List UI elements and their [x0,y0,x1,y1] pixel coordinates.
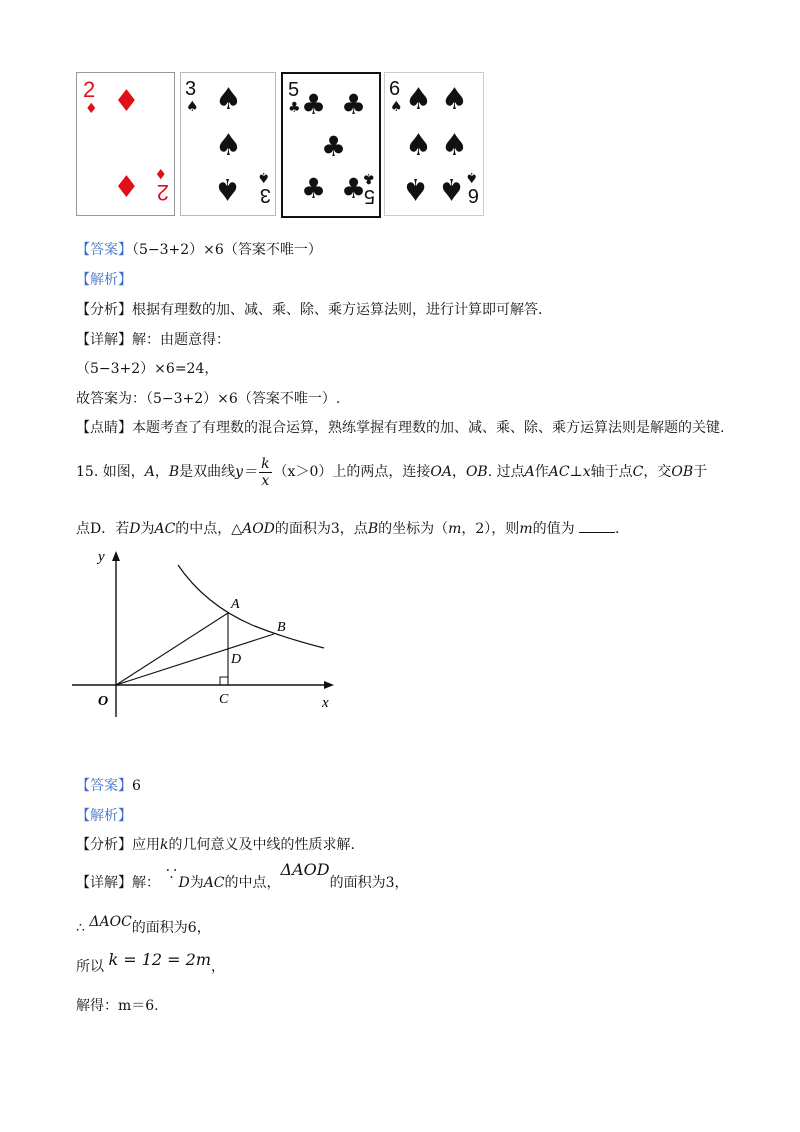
point-d: D [129,521,141,537]
card-suit-small: ♠ [390,99,403,115]
q15-text: 的中点，△ [175,521,243,537]
q15-text: ，交 [643,464,672,480]
card-6-spades [384,72,484,216]
card-rank: 3 [259,184,271,206]
q15-text: 的值为 [532,521,575,537]
answer-blank [579,518,615,533]
q15-text: 于 [693,464,708,480]
card-3-spades [180,72,276,216]
label-b: B [277,620,286,635]
detail-text: ， [211,959,226,975]
detail-text: 的面积为6， [131,920,211,936]
card-rank: 5 [288,79,300,101]
q15-text: 的坐标为（ [378,521,449,537]
segment-oa: OA [430,464,452,480]
card-rank: 2 [156,180,169,205]
fenxi-tag: 【分析】 [76,837,132,853]
q15-text: 作 [534,464,549,480]
perpendicular-ac-x: AC⊥x [548,464,591,480]
point-a: A [144,464,155,480]
card-suit-small: ♦ [85,101,98,117]
club-icon: ♣ [341,88,367,121]
diamond-icon: ♦ [113,170,140,205]
answer-tag: 【答案】 [76,242,132,258]
detail-text: 解： [132,875,160,891]
q14-conclusion [76,389,340,409]
answer-text: 6 [132,778,141,794]
q15-answer [76,776,141,796]
club-icon: ♣ [301,88,327,121]
detail-text: 的面积为3， [329,875,409,891]
label-d: D [231,652,242,667]
triangle-aod: AOD [242,521,275,537]
card-5-clubs [281,72,381,218]
q14-detail [76,330,230,350]
fraction-numerator: k [261,455,270,472]
spade-icon: ♠ [441,128,468,163]
q14-comment [76,418,724,438]
segment-ob: OB [671,464,694,480]
answer-text: （5−3+2）×6（答案不唯一） [132,242,322,258]
detail-text: 解：由题意得： [132,332,230,348]
analysis-tag: 【解析】 [76,808,132,824]
q15-final [76,996,159,1016]
geometry-figure [60,545,350,720]
y-axis-arrow-icon [112,551,120,561]
fraction-k-over-x [259,456,271,489]
spade-icon: ♠ [402,171,429,206]
q15-text: 为 [140,521,155,537]
q15-fenxi [76,835,355,855]
spade-icon: ♠ [441,82,468,117]
final-text: 解得：m＝6. [76,998,159,1014]
segment-ac: AC [203,875,225,891]
q15-text: ， [154,464,169,480]
card-rank: 6 [467,184,479,206]
spade-icon: ♠ [215,82,242,117]
right-angle-mark [220,677,228,685]
q15-text: . 过点 [487,464,525,480]
card-rank: 2 [83,77,96,102]
because-symbol: ∵ [164,867,179,883]
q14-answer [76,240,322,260]
comment-tag: 【点睛】 [76,420,132,436]
therefore-symbol: ∴ [76,920,85,936]
conclusion-text: 故答案为：（5−3+2）×6（答案不唯一）. [76,391,341,407]
club-icon: ♣ [301,172,327,205]
q15-text: 是双曲线 [179,464,236,480]
q15-text: 如图， [102,464,145,480]
label-c: C [219,692,229,707]
card-suit-small: ♣ [362,170,375,186]
variable-m: m [448,521,462,537]
q14-fenxi [76,300,542,320]
detail-tag: 【详解】 [76,875,132,891]
equation-k: k = 12 = 2m [108,950,212,969]
x-axis-arrow-icon [324,681,334,689]
spade-icon: ♠ [215,128,242,163]
q15-text: ，2），则 [461,521,520,537]
answer-tag: 【答案】 [76,778,132,794]
fenxi-text: 应用 [132,837,160,853]
segment-ac: AC [154,521,176,537]
q15-text: . [615,521,620,537]
detail-text: 所以 [76,959,104,975]
q15-text: 轴于点 [590,464,633,480]
triangle-aoc: ΔAOC [89,914,132,930]
q15-text: 的面积为3，点 [274,521,368,537]
spade-icon: ♠ [405,82,432,117]
card-rank: 6 [389,78,401,100]
club-icon: ♣ [341,172,367,205]
q14-analysis [76,270,132,290]
diamond-icon: ♦ [113,84,140,119]
q15-analysis [76,806,132,826]
card-suit-small: ♦ [154,165,167,181]
q15-aoc [76,914,211,938]
card-suit-small: ♠ [186,99,199,115]
q15-text: 上的两点，连接 [332,464,431,480]
detail-text: 为 [189,875,204,891]
fraction-denominator: x [261,472,270,489]
spade-icon: ♠ [438,171,465,206]
q14-calc [76,359,218,379]
fenxi-text: 根据有理数的加、减、乘、除、乘方运算法则，进行计算即可解答. [132,302,543,318]
comment-text: 本题考查了有理数的混合运算，熟练掌握有理数的加、减、乘、除、乘方运算法则是解题的关键. [132,420,725,436]
spade-icon: ♠ [214,171,241,206]
q15-line1 [76,452,707,492]
spade-icon: ♠ [405,128,432,163]
q15-number: 15. [76,464,99,480]
q15-equation [76,950,226,975]
point-a: A [524,464,535,480]
label-a: A [231,597,240,612]
variable-k: k [160,837,169,853]
card-suit-small: ♣ [288,100,301,116]
analysis-tag: 【解析】 [76,272,132,288]
q15-detail [76,860,409,893]
figure-svg [60,545,350,720]
card-suit-small: ♠ [257,169,270,185]
segment-oa-line [116,613,228,685]
card-suit-small: ♠ [465,169,478,185]
card-2-diamonds [76,72,175,216]
point-c: C [632,464,644,480]
point-d: D [178,875,190,891]
fenxi-text: 的几何意义及中线的性质求解. [168,837,355,853]
detail-tag: 【详解】 [76,332,132,348]
club-icon: ♣ [321,130,347,163]
card-rank: 5 [363,185,375,207]
label-y: y [98,549,105,565]
triangle-aod: ΔAOD [280,860,330,879]
label-x: x [322,695,329,711]
card-rank: 3 [185,78,197,100]
q15-text: 点D．若 [76,521,130,537]
point-b: B [367,521,379,537]
point-b: B [168,464,180,480]
segment-ob: OB [465,464,488,480]
hyperbola-curve [178,565,324,648]
detail-text: 的中点， [224,875,281,891]
q15-condition: （x＞0） [273,464,333,480]
q15-line2 [76,518,620,539]
equation-y: y＝ [235,464,258,480]
calc-text: （5−3+2）×6=24， [76,361,219,377]
variable-m: m [519,521,533,537]
segment-ob-line [116,634,274,685]
fenxi-tag: 【分析】 [76,302,132,318]
q15-text: ， [451,464,466,480]
label-o: O [98,694,109,709]
